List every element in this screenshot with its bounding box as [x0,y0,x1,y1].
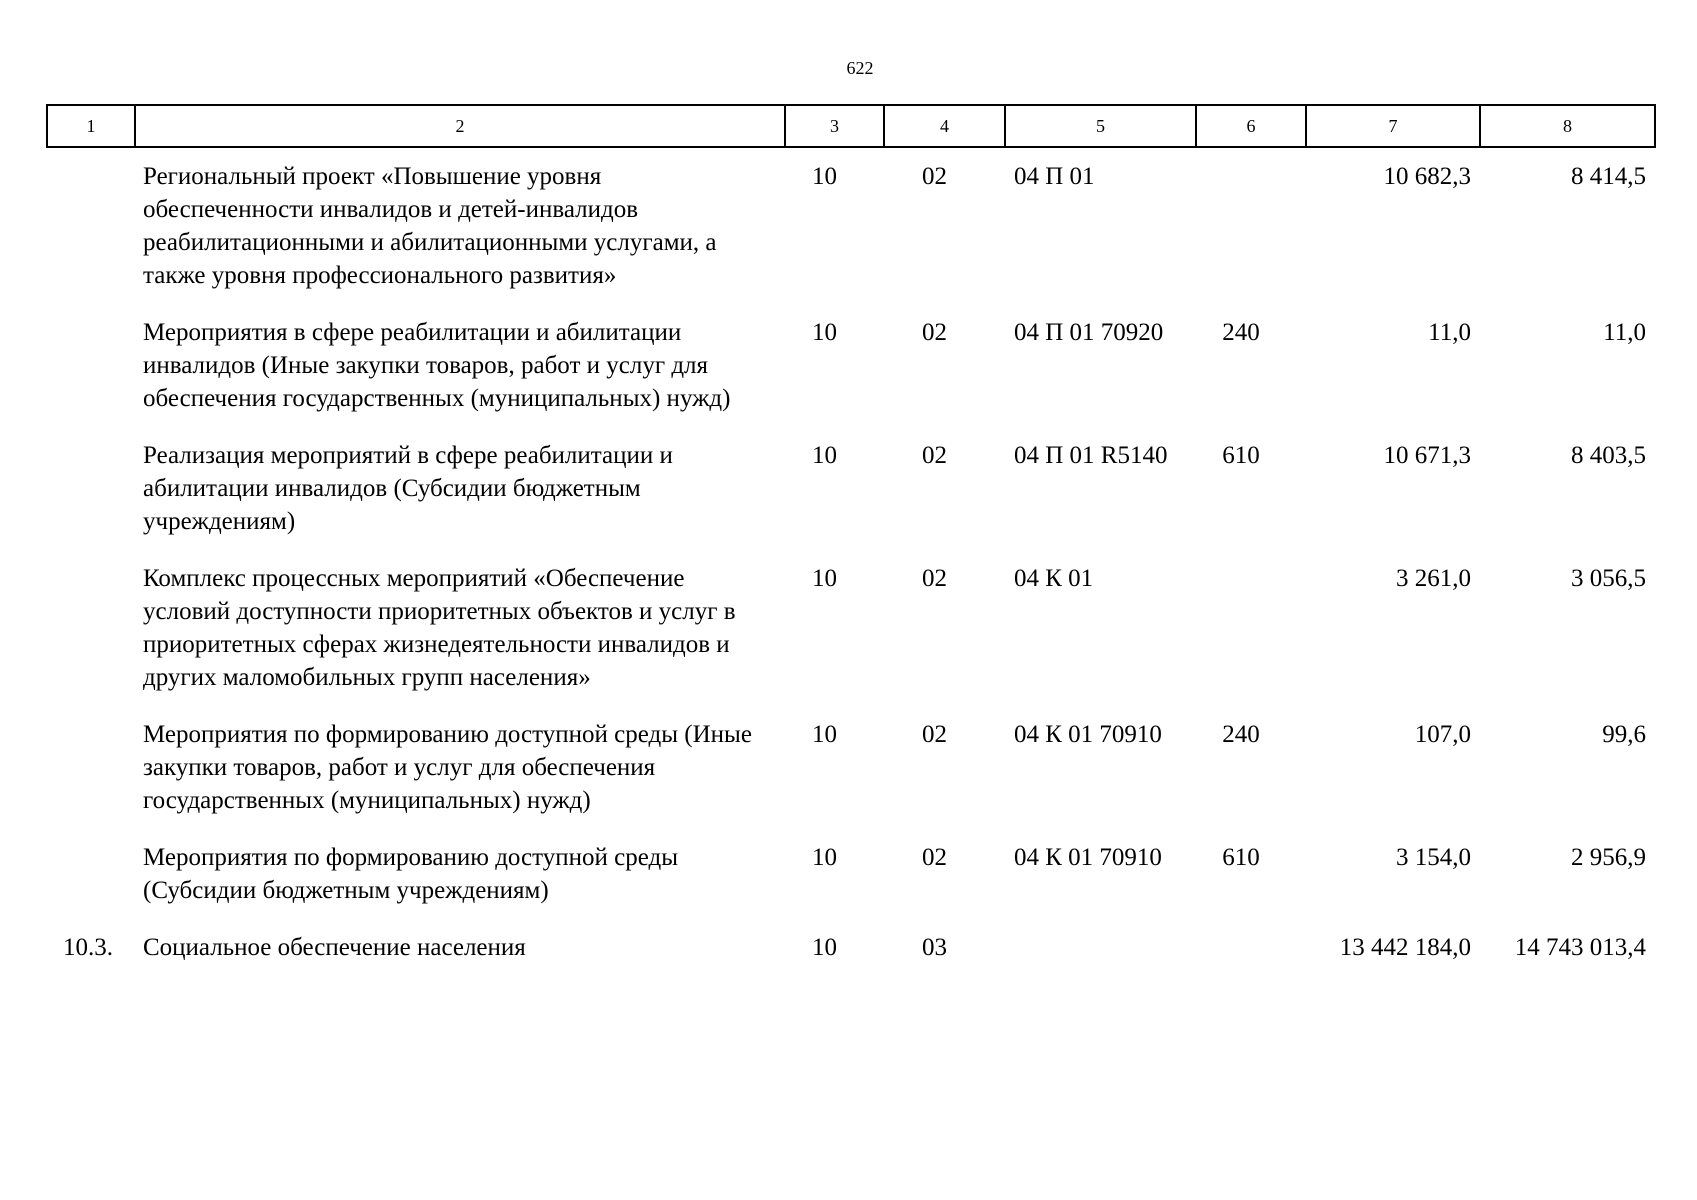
row-amount-col8: 2 956,9 [1571,844,1646,871]
row-amount-col7: 10 671,3 [1383,442,1471,469]
row-index [47,147,135,305]
row-name: Комплекс процессных мероприятий «Обеспечение условий доступности приоритетных объектов и услуг в приоритетных сферах жизнедеятельности инвалидов и других маломобильных групп населения» [143,565,736,691]
row-target-article: 04 П 01 [1014,163,1095,190]
header-col-4: 4 [884,105,1005,147]
row-target-article [1005,920,1196,977]
row-name: Мероприятия по формированию доступной среды (Иные закупки товаров, работ и услуг для обеспечения государственных (муниципальных) нужд) [143,721,752,814]
row-subsection: 03 [922,934,947,961]
row-section: 10 [812,934,837,961]
table-row [47,920,1655,977]
row-section: 10 [812,163,837,190]
header-col-7: 7 [1306,105,1480,147]
row-subsection: 02 [922,442,947,469]
header-col-2: 2 [135,105,785,147]
row-amount-col7: 3 261,0 [1396,565,1471,592]
row-index [47,428,135,551]
row-amount-col7: 11,0 [1428,319,1471,346]
table-row [47,830,1655,920]
header-row [47,105,1655,147]
row-subsection: 02 [922,721,947,748]
row-target-article: 04 К 01 [1014,565,1094,592]
row-expense-type: 610 [1222,442,1260,469]
row-amount-col8: 11,0 [1603,319,1646,346]
row-name: Мероприятия по формированию доступной среды (Субсидии бюджетным учреждениям) [143,844,679,904]
row-expense-type: 240 [1222,319,1260,346]
row-name: Социальное обеспечение населения [143,934,526,961]
row-expense-type: 610 [1222,844,1260,871]
row-name: Региональный проект «Повышение уровня обеспеченности инвалидов и детей-инвалидов реабилитационными и абилитационными услугами, а также уровня профессионального развития» [143,163,717,289]
row-name: Мероприятия в сфере реабилитации и абилитации инвалидов (Иные закупки товаров, работ и услуг для обеспечения государственных (муниципальных) нужд) [143,319,731,412]
row-subsection: 02 [922,319,947,346]
table-body [47,147,1655,977]
row-amount-col8: 99,6 [1602,721,1646,748]
row-section: 10 [812,442,837,469]
row-amount-col7: 3 154,0 [1396,844,1471,871]
row-subsection: 02 [922,844,947,871]
budget-table [46,104,1656,977]
row-amount-col8: 8 414,5 [1571,163,1646,190]
table-row [47,707,1655,830]
table-row [47,305,1655,428]
row-expense-type [1196,551,1306,707]
row-amount-col7: 107,0 [1414,721,1471,748]
row-target-article: 04 К 01 70910 [1014,844,1162,871]
table-row [47,428,1655,551]
row-target-article: 04 П 01 R5140 [1014,442,1168,469]
row-expense-type [1196,147,1306,305]
row-subsection: 02 [922,163,947,190]
table-row [47,551,1655,707]
row-index [47,305,135,428]
row-index [47,707,135,830]
header-col-6: 6 [1196,105,1306,147]
row-amount-col7: 10 682,3 [1383,163,1471,190]
row-target-article: 04 К 01 70910 [1014,721,1162,748]
row-expense-type [1196,920,1306,977]
header-col-1: 1 [47,105,135,147]
row-index: 10.3. [63,934,113,961]
row-section: 10 [812,721,837,748]
row-amount-col8: 14 743 013,4 [1514,934,1646,961]
row-section: 10 [812,565,837,592]
row-target-article: 04 П 01 70920 [1014,319,1164,346]
row-index [47,551,135,707]
row-amount-col8: 8 403,5 [1571,442,1646,469]
row-amount-col8: 3 056,5 [1571,565,1646,592]
header-col-3: 3 [785,105,884,147]
header-col-5: 5 [1005,105,1196,147]
page-number: 622 [846,58,874,78]
row-amount-col7: 13 442 184,0 [1339,934,1471,961]
table-header [47,105,1655,147]
row-section: 10 [812,844,837,871]
row-section: 10 [812,319,837,346]
row-index [47,830,135,920]
row-subsection: 02 [922,565,947,592]
table-row [47,147,1655,305]
row-expense-type: 240 [1222,721,1260,748]
header-col-8: 8 [1480,105,1655,147]
row-name: Реализация мероприятий в сфере реабилитации и абилитации инвалидов (Субсидии бюджетным учреждениям) [143,442,673,535]
